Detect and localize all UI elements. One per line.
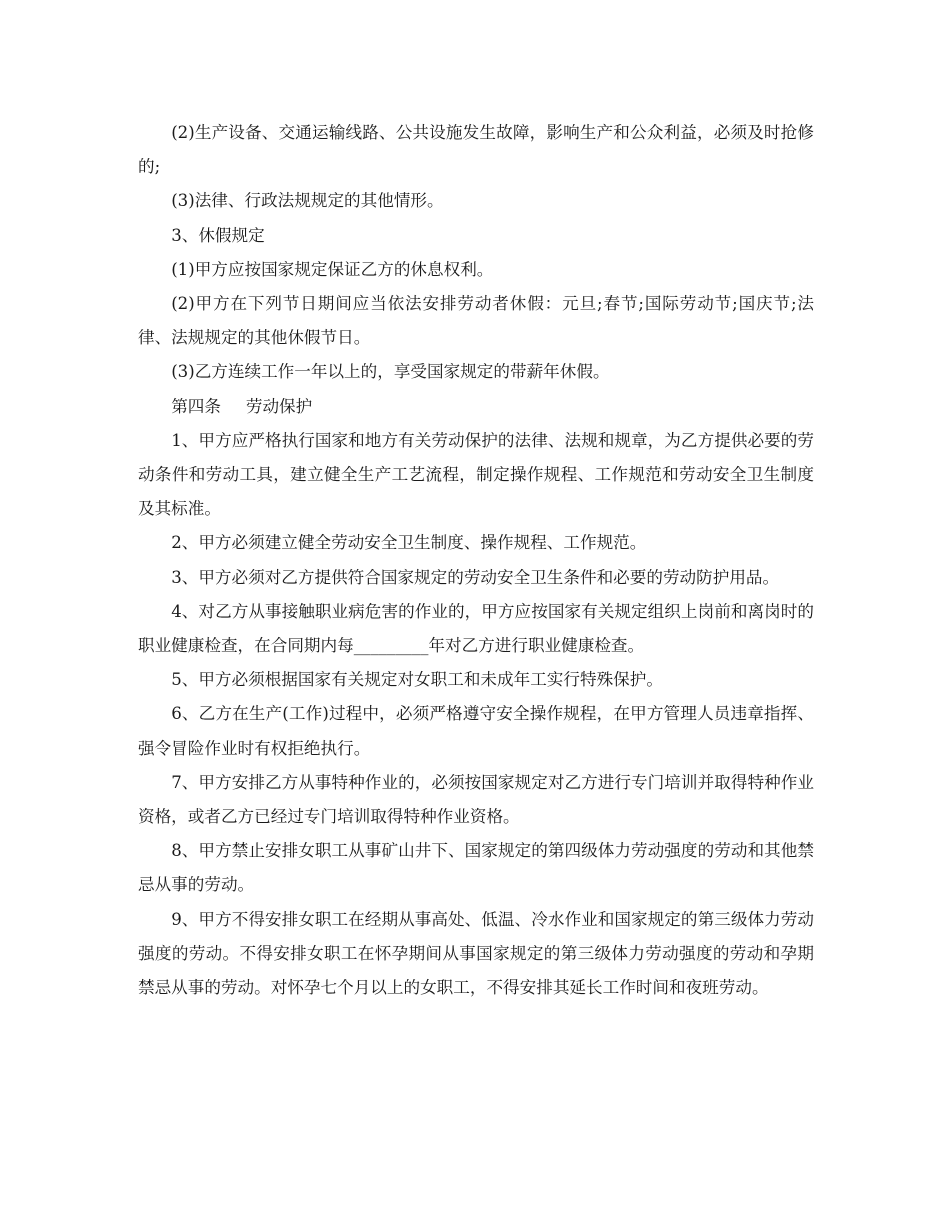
fill-in-blank: _________ xyxy=(353,636,429,656)
clause: 3、甲方必须对乙方提供符合国家规定的劳动安全卫生条件和必要的劳动防护用品。 xyxy=(171,567,780,587)
article-heading xyxy=(138,390,814,424)
clause: 8、甲方禁止安排女职工从事矿山井下、国家规定的第四级体力劳动强度的劳动和其他禁忌从事的劳动。 xyxy=(138,841,814,895)
article-title: 劳动保护 xyxy=(245,396,313,416)
clause-text-before-blank: 4、对乙方从事接触职业病危害的作业的，甲方应按国家有关规定组织上岗前和离岗时的职业健康检查，在合同期内每 xyxy=(138,601,814,656)
paragraph: (2)生产设备、交通运输线路、公共设施发生故障，影响生产和公众利益，必须及时抢修的; xyxy=(138,123,814,177)
clause: 5、甲方必须根据国家有关规定对女职工和未成年工实行特殊保护。 xyxy=(171,670,663,690)
clause xyxy=(138,595,814,663)
document-body xyxy=(138,116,814,1005)
section-heading: 3、休假规定 xyxy=(171,225,265,245)
paragraph: (2)甲方在下列节日期间应当依法安排劳动者休假：元旦;春节;国际劳动节;国庆节;法律、法规规定的其他休假节日。 xyxy=(138,294,814,348)
clause: 7、甲方安排乙方从事特种作业的，必须按国家规定对乙方进行专门培训并取得特种作业资格，或者乙方已经过专门培训取得特种作业资格。 xyxy=(138,772,814,827)
paragraph: (3)乙方连续工作一年以上的，享受国家规定的带薪年休假。 xyxy=(171,362,610,382)
clause: 2、甲方必须建立健全劳动安全卫生制度、操作规程、工作规范。 xyxy=(171,533,647,553)
clause: 1、甲方应严格执行国家和地方有关劳动保护的法律、法规和规章，为乙方提供必要的劳动条件和劳动工具，建立健全生产工艺流程，制定操作规程、工作规范和劳动安全卫生制度及其标准。 xyxy=(138,430,814,519)
clause: 9、甲方不得安排女职工在经期从事高处、低温、冷水作业和国家规定的第三级体力劳动强度的劳动。不得安排女职工在怀孕期间从事国家规定的第三级体力劳动强度的劳动和孕期禁忌从事的劳动。对怀孕七个月以上的女职工，不得安排其延长工作时间和夜班劳动。 xyxy=(138,909,814,998)
paragraph: (3)法律、行政法规规定的其他情形。 xyxy=(171,191,444,211)
article-number: 第四条 xyxy=(171,396,221,416)
clause-text-after-blank: 年对乙方进行职业健康检查。 xyxy=(428,636,645,656)
paragraph: (1)甲方应按国家规定保证乙方的休息权利。 xyxy=(171,259,494,279)
clause: 6、乙方在生产(工作)过程中，必须严格遵守安全操作规程，在甲方管理人员违章指挥、强令冒险作业时有权拒绝执行。 xyxy=(138,704,814,758)
